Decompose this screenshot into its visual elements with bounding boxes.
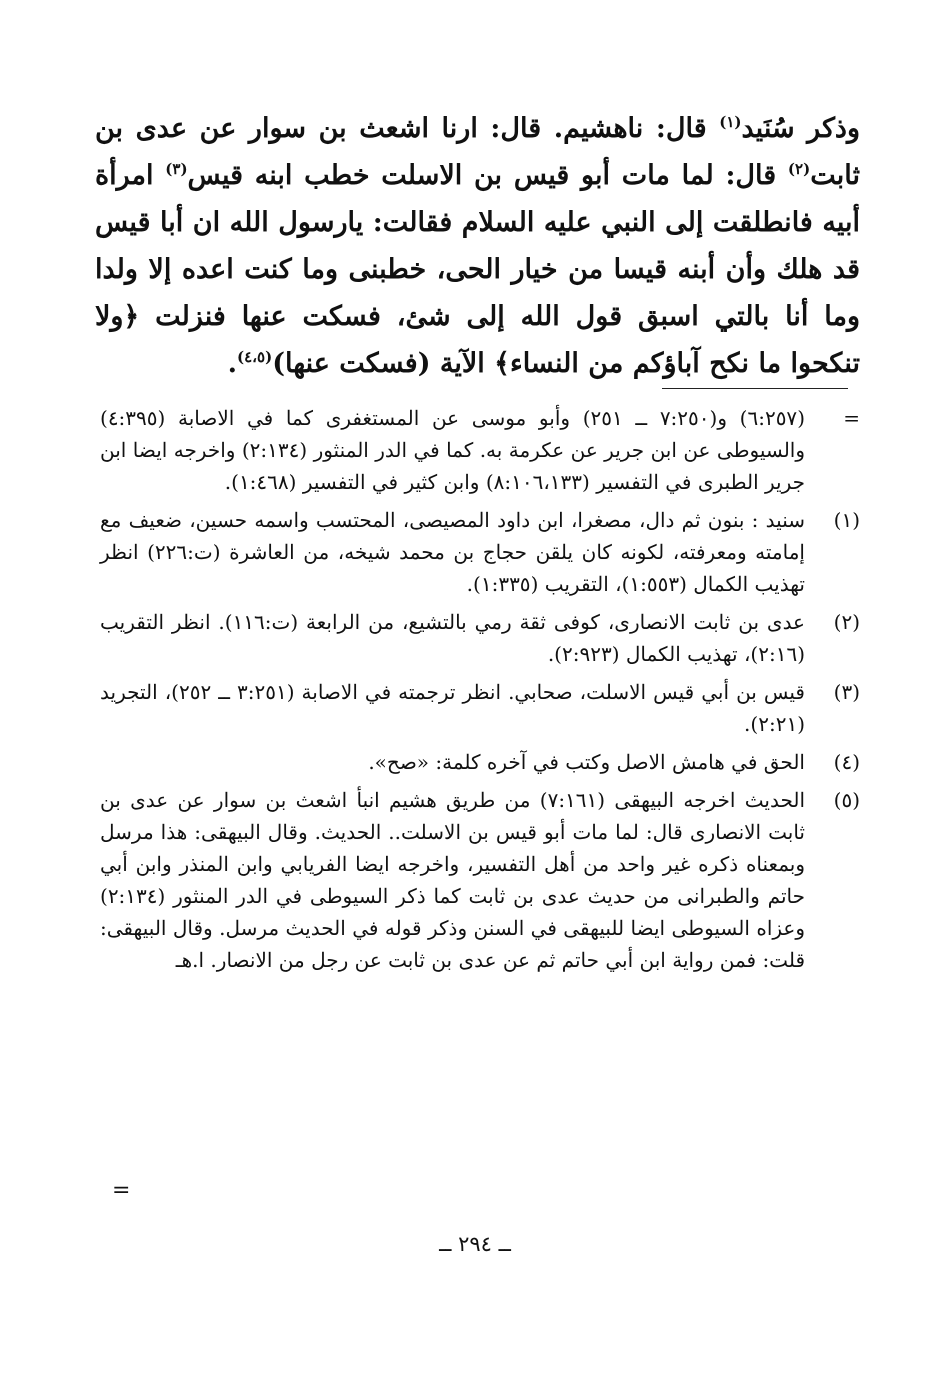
text-segment: قال: ناهشيم. قال: ارنا اشعث بن سوار عن عدى بن ثابت <box>95 113 860 191</box>
text-segment: امرأة أبيه فانطلقت إلى النبي عليه السلام فقالت: يارسول الله ان أبا قيس قد هلك وأن أبنه قيسا من خيار الحى، خطبنى وما كنت اعده إلا ولدا وما أنا بالتي اسبق قول الله إلى شئ، فسكت عنها فنزلت ﴿ولا تنكحوا ما نكح آباؤكم من النساء﴾ الآية (فسكت عنها) <box>95 160 860 379</box>
footnote-number: (٥) <box>833 788 860 812</box>
text-segment: قال: لما مات أبو قيس بن الاسلت خطب ابنه قيس <box>187 160 788 191</box>
footnote-continued <box>100 402 860 498</box>
footnote-ref-4-5: (٤،٥) <box>237 348 273 366</box>
footnote-ref-3: (٣) <box>165 160 188 178</box>
footnote-5 <box>100 784 860 976</box>
text-segment: وذكر سُنَيد <box>741 113 860 144</box>
footnote-number: = <box>843 406 860 430</box>
main-paragraph <box>95 105 860 387</box>
footnote-number: (٤) <box>833 750 860 774</box>
footnote-number: (٣) <box>833 680 860 704</box>
footnote-ref-2: (٢) <box>787 160 811 178</box>
footnote-text: قيس بن أبي قيس الاسلت، صحابي. انظر ترجمته في الاصابة (٣:٢٥١ ــ ٢٥٢)، التجريد (٢:٢١). <box>100 680 805 736</box>
footnotes <box>100 402 860 982</box>
text-segment: . <box>227 348 237 379</box>
footnote-text: سنيد : بنون ثم دال، مصغرا، ابن داود المصيصى، المحتسب واسمه حسين، ضعيف مع إمامته ومعرفته، لكونه كان يلقن حجاج بن محمد شيخه، من العاشرة (ت:٢٢٦) انظر تهذيب الكمال (١:٥٥٣)، التقريب (١:٣٣٥). <box>100 508 805 596</box>
main-text <box>95 105 860 387</box>
footnote-number: (١) <box>833 508 860 532</box>
footnote-4 <box>100 746 860 778</box>
footnote-1 <box>100 504 860 600</box>
footnote-2 <box>100 606 860 670</box>
page-number: ــ ٢٩٤ ــ <box>439 1232 511 1256</box>
footnote-text: عدى بن ثابت الانصارى، كوفى ثقة رمي بالتشيع، من الرابعة (ت:١١٦). انظر التقريب (٢:١٦)، تهذيب الكمال (٢:٩٢٣). <box>100 610 805 666</box>
footnote-ref-1: (١) <box>719 113 742 131</box>
footnote-3 <box>100 676 860 740</box>
footnote-text: (٦:٢٥٧) و(٧:٢٥٠ ــ ٢٥١) وأبو موسى عن المستغفرى كما في الاصابة (٤:٣٩٥) والسيوطى عن ابن جرير عن عكرمة به. كما في الدر المنثور (٢:١٣٤) واخرجه ايضا ابن جرير الطبرى في التفسير (٨:١٠٦،١٣٣) وابن كثير في التفسير (١:٤٦٨). <box>100 406 805 494</box>
footnote-number: (٢) <box>833 610 860 634</box>
continuation-mark: = <box>112 1178 131 1203</box>
footnote-text: الحق في هامش الاصل وكتب في آخره كلمة: «صح». <box>368 750 805 774</box>
footnote-divider <box>662 388 848 389</box>
footnote-text: الحديث اخرجه البيهقى (٧:١٦١) من طريق هشيم انبأ اشعث بن سوار عن عدى بن ثابت الانصارى قال: لما مات أبو قيس بن الاسلت.. الحديث. وقال البيهقى: هذا مرسل وبمعناه ذكره غير واحد من أهل التفسير، واخرجه ايضا الفريابي وابن المنذر وابن أبي حاتم والطبرانى من حديث عدى بن ثابت كما ذكر السيوطى في الدر المنثور (٢:١٣٤) وعزاه السيوطى ايضا للبيهقى في السنن وذكر قوله في الحديث مرسل. وقال البيهقى: قلت: فمن رواية ابن أبي حاتم ثم عن عدى بن ثابت عن رجل من الانصار. ا.هـ <box>100 788 806 972</box>
